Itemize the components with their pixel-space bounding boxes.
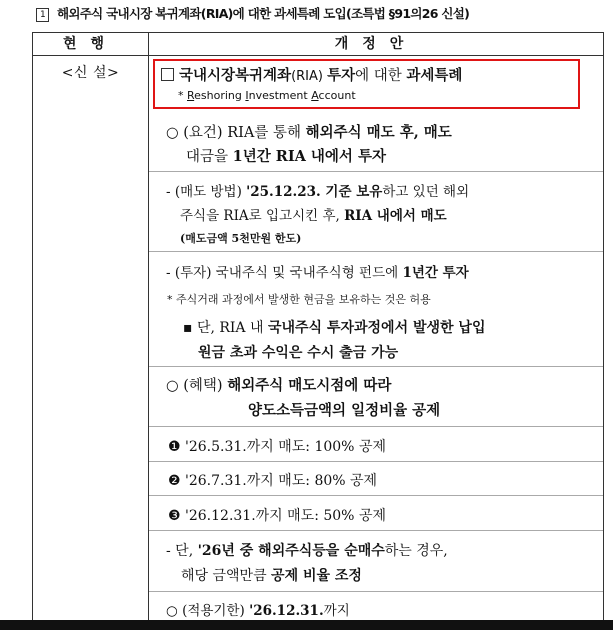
header-current: 현행 — [62, 36, 119, 52]
requirement-line-2: 대금을 1년간 RIA 내에서 투자 — [186, 148, 387, 165]
provision-heading: 국내시장복귀계좌(RIA) 투자에 대한 과세특례 — [161, 64, 462, 85]
new-provision-label: <신 설> — [61, 65, 120, 81]
cash-holding-note: * 주식거래 과정에서 발생한 현금을 보유하는 것은 허용 — [167, 293, 431, 306]
benefit-line-2: 양도소득금액의 일정비율 공제 — [248, 402, 441, 419]
sell-limit-note: (매도금액 5천만원 한도) — [180, 232, 302, 245]
checkbox-icon — [161, 68, 174, 81]
section-number-box: 1 — [36, 8, 49, 22]
header-proposed: 개정안 — [334, 36, 418, 52]
title-text: 해외주식 국내시장 복귀계좌(RIA)에 대한 과세특례 도입(조특법 §91의26 신설) — [57, 6, 470, 21]
sell-method-line-2: 주식을 RIA로 입고시킨 후, RIA 내에서 매도 — [180, 208, 447, 224]
divider — [149, 591, 603, 592]
divider — [149, 366, 603, 367]
divider — [149, 530, 603, 531]
adjustment-line-1: - 단, '26년 중 해외주식등을 순매수하는 경우, — [166, 543, 448, 559]
account-footnote: * Reshoring Investment Account — [178, 89, 356, 102]
deduction-item-2: ❷ '26.7.31.까지 매도: 80% 공제 — [168, 473, 378, 489]
exception-line-1: ▪ 단, RIA 내 국내주식 투자과정에서 발생한 납입 — [183, 320, 486, 336]
deduction-item-1: ❶ '26.5.31.까지 매도: 100% 공제 — [168, 439, 386, 455]
investment-line: - (투자) 국내주식 및 국내주식형 펀드에 1년간 투자 — [166, 265, 469, 281]
adjustment-line-2: 해당 금액만큼 공제 비율 조정 — [181, 568, 362, 584]
divider — [149, 171, 603, 172]
divider — [149, 251, 603, 252]
column-divider — [148, 33, 149, 621]
table-header — [33, 33, 603, 56]
divider — [149, 495, 603, 496]
deduction-item-3: ❸ '26.12.31.까지 매도: 50% 공제 — [168, 508, 386, 524]
benefit-line-1: ○ (혜택) 해외주식 매도시점에 따라 — [166, 377, 392, 394]
requirement-line-1: ○ (요건) RIA를 통해 해외주식 매도 후, 매도 — [166, 124, 452, 141]
divider — [149, 426, 603, 427]
sell-method-line-1: - (매도 방법) '25.12.23. 기준 보유하고 있던 해외 — [166, 184, 470, 200]
application-period: ○ (적용기한) '26.12.31.까지 — [166, 603, 350, 619]
exception-line-2: 원금 초과 수익은 수시 출금 가능 — [198, 345, 399, 361]
comparison-table — [32, 32, 604, 620]
divider — [149, 461, 603, 462]
bottom-bar — [0, 620, 613, 630]
